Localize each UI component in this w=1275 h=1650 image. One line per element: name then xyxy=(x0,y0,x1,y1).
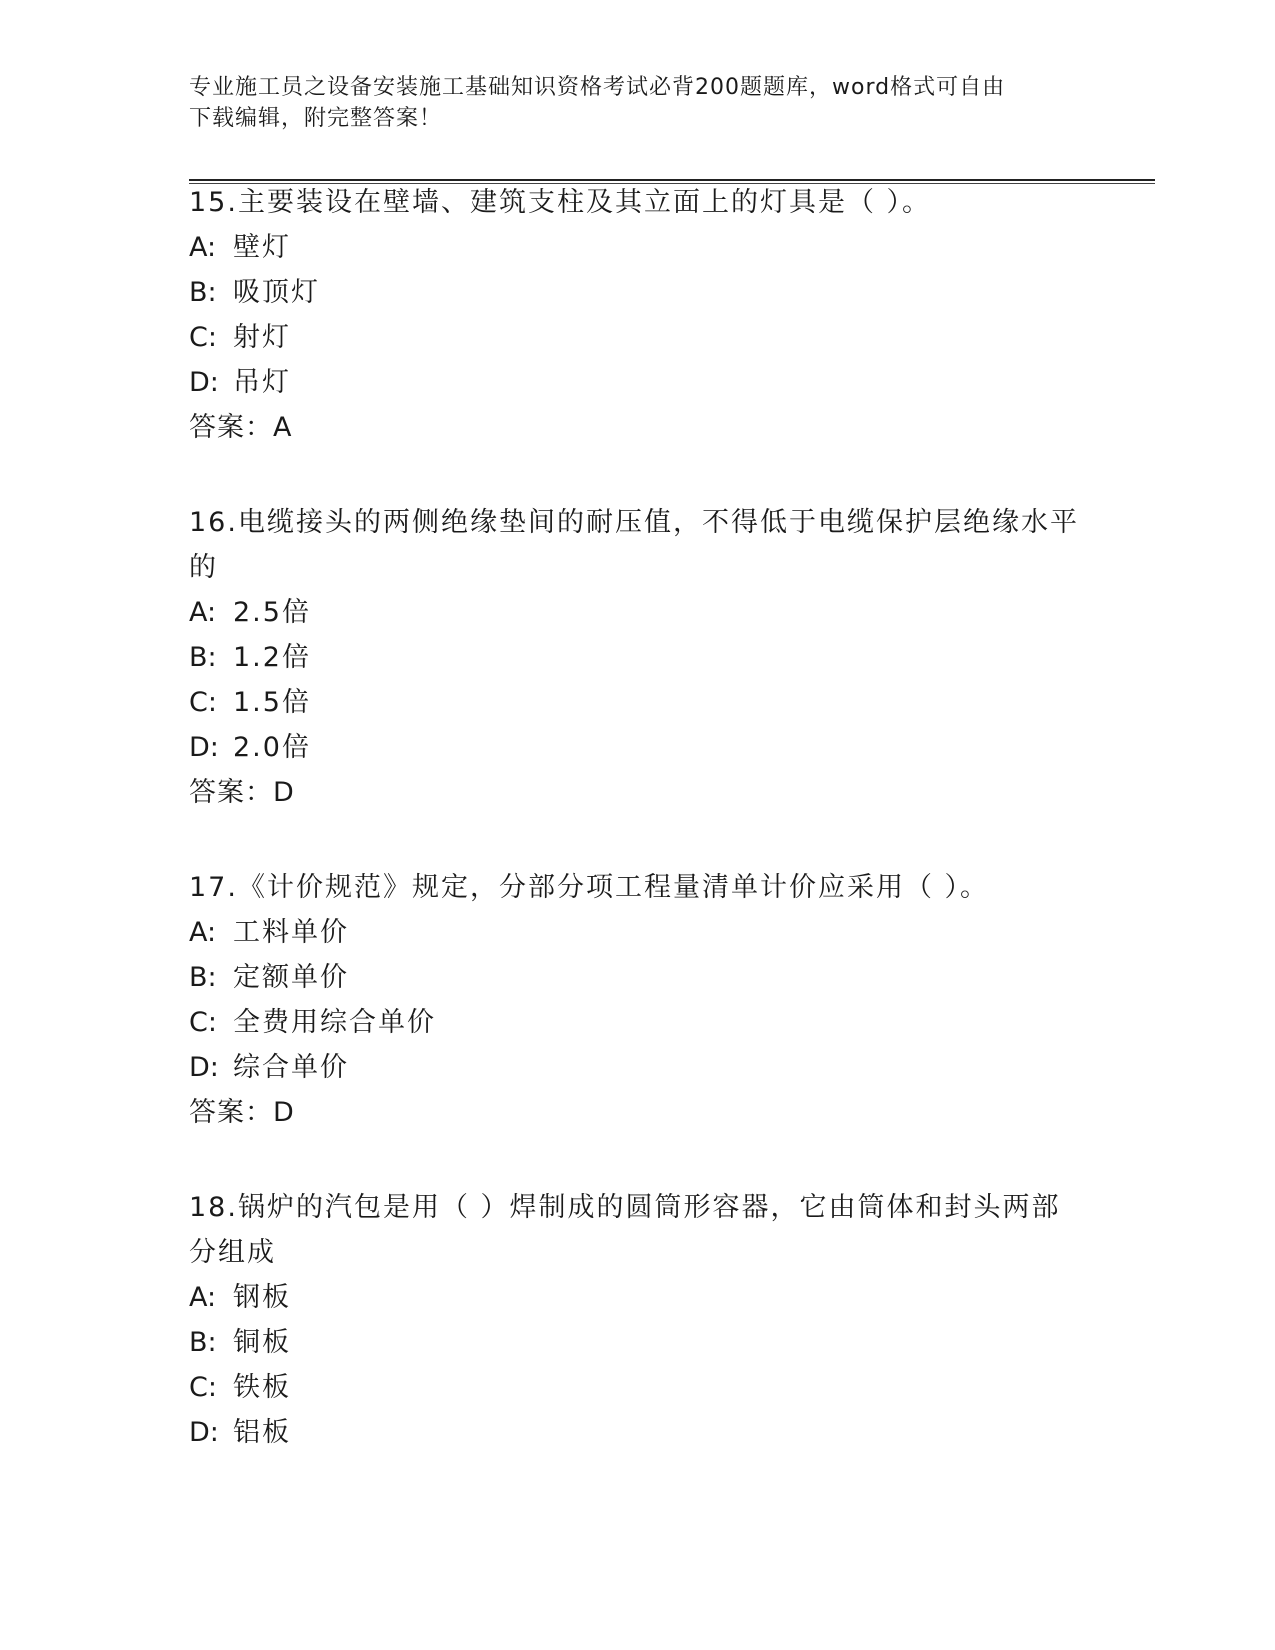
header-line-1: 专业施工员之设备安装施工基础知识资格考试必背200题题库，word格式可自由 xyxy=(189,75,1006,100)
option-text: 铁板 xyxy=(233,1372,291,1403)
option-letter: B: xyxy=(189,642,217,673)
option-text: 铜板 xyxy=(233,1327,291,1358)
option-a xyxy=(189,225,1089,270)
option-letter: D: xyxy=(189,1417,219,1448)
question-stem: 17.《计价规范》规定，分部分项工程量清单计价应采用（ ）。 xyxy=(189,872,990,903)
option-c xyxy=(189,680,1089,725)
option-letter: B: xyxy=(189,277,217,308)
question-stem-continued: 的 xyxy=(189,552,218,583)
option-text: 铝板 xyxy=(233,1417,291,1448)
option-text: 钢板 xyxy=(233,1282,291,1313)
option-letter: C: xyxy=(189,1007,217,1038)
option-d xyxy=(189,1410,1089,1455)
answer-label: 答案：D xyxy=(189,1097,295,1128)
option-b xyxy=(189,955,1089,1000)
question-16 xyxy=(189,500,1089,815)
option-b xyxy=(189,270,1089,315)
option-letter: A: xyxy=(189,1282,217,1313)
option-letter: A: xyxy=(189,232,217,263)
option-d xyxy=(189,725,1089,770)
question-15 xyxy=(189,180,1089,450)
option-letter: C: xyxy=(189,687,217,718)
question-stem: 16.电缆接头的两侧绝缘垫间的耐压值，不得低于电缆保护层绝缘水平 xyxy=(189,507,1079,538)
header-line-2: 下载编辑，附完整答案！ xyxy=(189,106,443,131)
option-text: 定额单价 xyxy=(233,962,349,993)
option-a xyxy=(189,590,1089,635)
question-stem: 15.主要装设在壁墙、建筑支柱及其立面上的灯具是（ ）。 xyxy=(189,187,932,218)
option-text: 壁灯 xyxy=(233,232,291,263)
option-text: 吊灯 xyxy=(233,367,291,398)
question-stem-continued: 分组成 xyxy=(189,1237,276,1268)
document-header xyxy=(189,72,1069,134)
option-text: 吸顶灯 xyxy=(233,277,320,308)
option-text: 1.2倍 xyxy=(233,642,311,673)
option-letter: C: xyxy=(189,322,217,353)
option-b xyxy=(189,635,1089,680)
question-17 xyxy=(189,865,1089,1135)
option-d xyxy=(189,360,1089,405)
option-c xyxy=(189,315,1089,360)
option-letter: A: xyxy=(189,917,217,948)
option-letter: A: xyxy=(189,597,217,628)
option-c xyxy=(189,1000,1089,1045)
option-text: 综合单价 xyxy=(233,1052,349,1083)
option-b xyxy=(189,1320,1089,1365)
option-letter: C: xyxy=(189,1372,217,1403)
option-letter: D: xyxy=(189,1052,219,1083)
option-a xyxy=(189,1275,1089,1320)
question-stem: 18.锅炉的汽包是用（ ）焊制成的圆筒形容器，它由筒体和封头两部 xyxy=(189,1192,1061,1223)
option-letter: B: xyxy=(189,1327,217,1358)
option-a xyxy=(189,910,1089,955)
option-text: 2.5倍 xyxy=(233,597,311,628)
question-18 xyxy=(189,1185,1089,1455)
option-text: 1.5倍 xyxy=(233,687,311,718)
option-c xyxy=(189,1365,1089,1410)
option-letter: D: xyxy=(189,367,219,398)
option-text: 2.0倍 xyxy=(233,732,311,763)
option-text: 工料单价 xyxy=(233,917,349,948)
option-d xyxy=(189,1045,1089,1090)
answer-label: 答案：A xyxy=(189,412,293,443)
option-letter: D: xyxy=(189,732,219,763)
option-text: 射灯 xyxy=(233,322,291,353)
option-text: 全费用综合单价 xyxy=(233,1007,436,1038)
answer-label: 答案：D xyxy=(189,777,295,808)
option-letter: B: xyxy=(189,962,217,993)
